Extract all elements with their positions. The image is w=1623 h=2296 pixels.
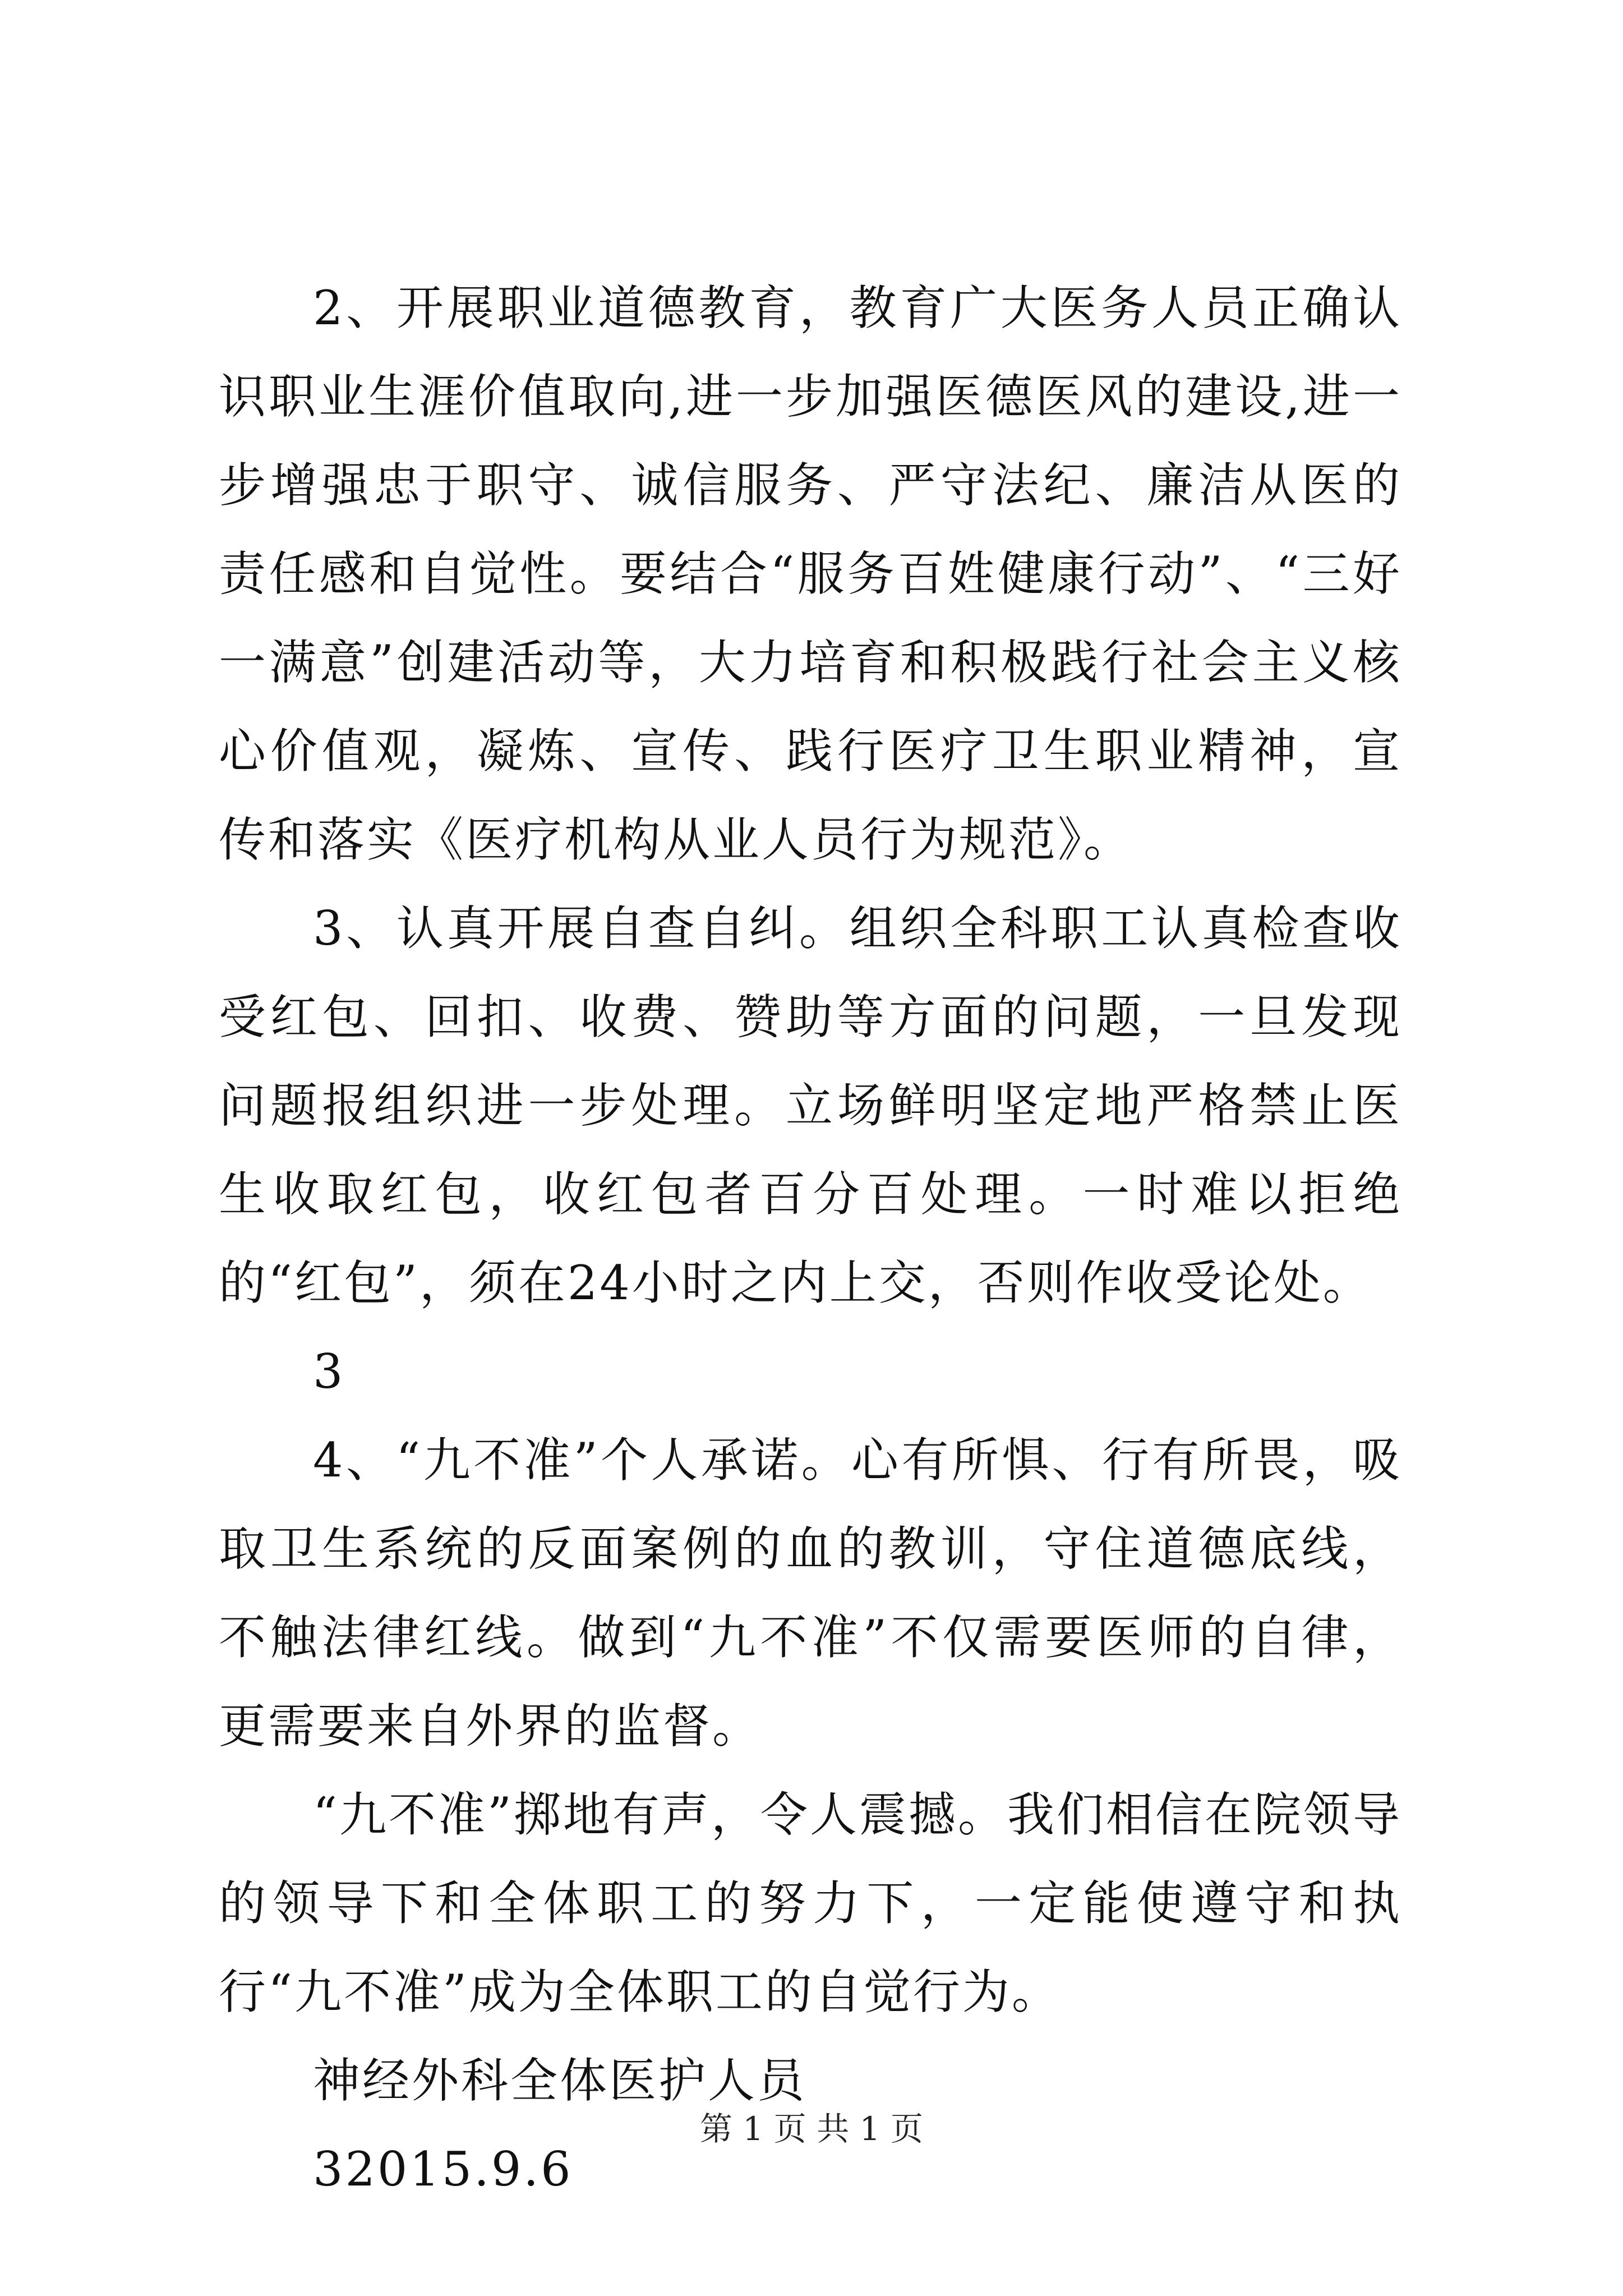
signature-date: 32015.9.6 — [313, 2142, 573, 2197]
paragraph-item-2: 2、开展职业道德教育，教育广大医务人员正确认识职业生涯价值取向,进一步加强医德医风的建设,进一步增强忠于职守、诚信服务、严守法纪、廉洁从医的责任感和自觉性。要结合“服务百姓健康行动”、“三好一满意”创建活动等，大力培育和积极践行社会主义核心价值观，凝炼、宣传、践行医疗卫生职业精神，宣传和落实《医疗机构从业人员行为规范》。 — [219, 280, 1402, 867]
page-footer: 第 1 页 共 1 页 — [700, 2110, 923, 2148]
signature-department: 神经外科全体医护人员 — [313, 2053, 807, 2108]
paragraph-conclusion: “九不准”掷地有声，令人震撼。我们相信在院领导的领导下和全体职工的努力下，一定能使遵守和执行“九不准”成为全体职工的自觉行为。 — [219, 1787, 1402, 2019]
document-body — [219, 264, 1402, 2214]
paragraph-number: 3 — [313, 1344, 345, 1399]
paragraph-item-4: 4、“九不准”个人承诺。心有所惧、行有所畏，吸取卫生系统的反面案例的血的教训，守住道德底线，不触法律红线。做到“九不准”不仅需要医师的自律，更需要来自外界的监督。 — [219, 1433, 1402, 1754]
paragraph-item-3: 3、认真开展自查自纠。组织全科职工认真检查收受红包、回扣、收费、赞助等方面的问题，一旦发现问题报组织进一步处理。立场鲜明坚定地严格禁止医生收取红包，收红包者百分百处理。一时难以拒绝的“红包”，须在24小时之内上交，否则作收受论处。 — [219, 901, 1402, 1310]
